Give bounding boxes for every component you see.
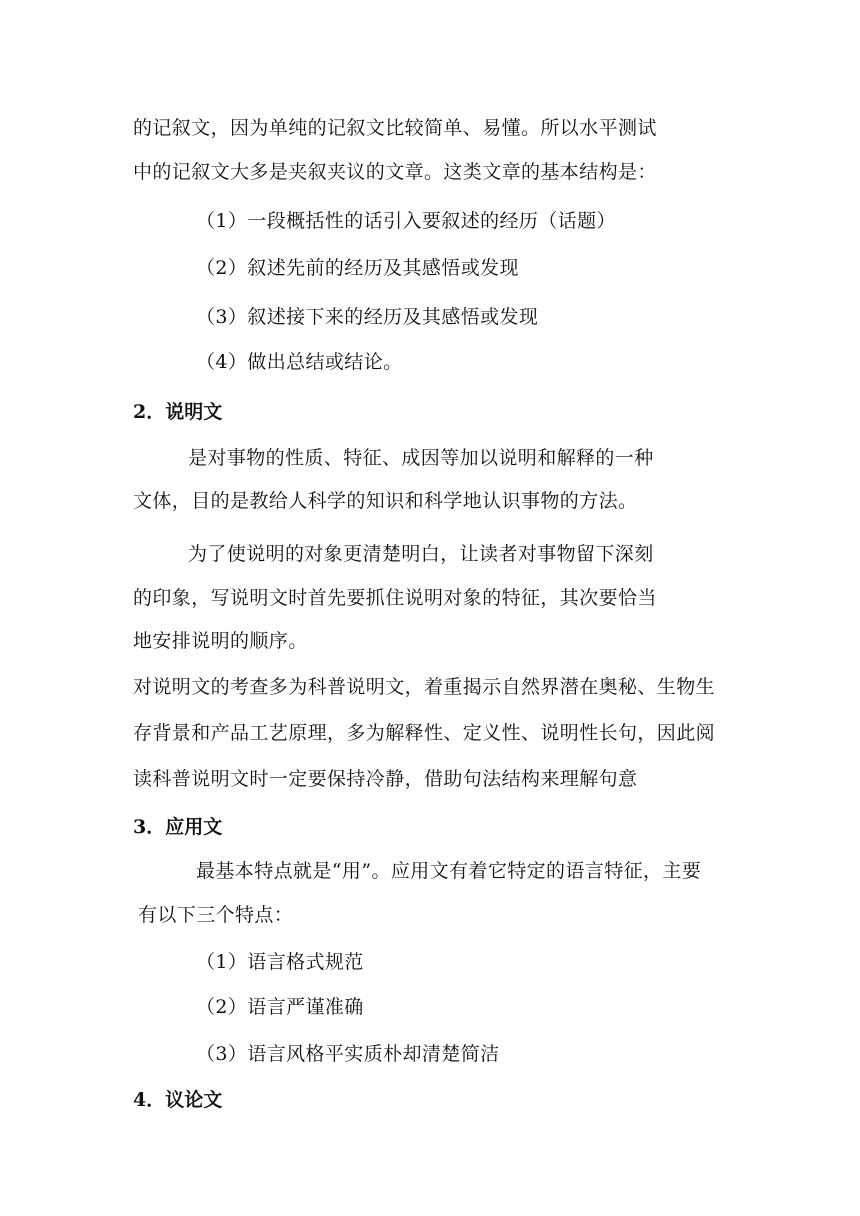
list-item: （3）语言风格平实质朴却清楚简洁: [196, 1043, 500, 1065]
text-line: 对说明文的考查多为科普说明文，着重揭示自然界潜在奥秘、生物生: [133, 676, 716, 698]
text-line: 的印象，写说明文时首先要抓住说明对象的特征，其次要恰当: [133, 587, 657, 609]
section-heading: 4．议论文: [133, 1089, 223, 1111]
text-line: 的记叙文，因为单纯的记叙文比较简单、易懂。所以水平测试: [133, 117, 657, 139]
text-line: 中的记叙文大多是夹叙夹议的文章。这类文章的基本结构是：: [133, 161, 657, 183]
text-line: 有以下三个特点：: [138, 904, 294, 926]
list-item: （1）语言格式规范: [196, 951, 364, 973]
text-line: 最基本特点就是“用”。应用文有着它特定的语言特征，主要: [196, 860, 702, 882]
section-heading: 3．应用文: [133, 816, 223, 838]
text-line: 文体，目的是教给人科学的知识和科学地认识事物的方法。: [133, 490, 638, 512]
section-heading: 2．说明文: [133, 401, 223, 423]
text-line: 地安排说明的顺序。: [133, 630, 308, 652]
list-item: （2）语言严谨准确: [196, 996, 364, 1018]
text-line: 存背景和产品工艺原理，多为解释性、定义性、说明性长句，因此阅: [133, 722, 716, 744]
list-item: （3）叙述接下来的经历及其感悟或发现: [196, 306, 539, 328]
text-line: 是对事物的性质、特征、成因等加以说明和解释的一种: [188, 447, 654, 469]
list-item: （2）叙述先前的经历及其感悟或发现: [196, 257, 519, 279]
text-line: 为了使说明的对象更清楚明白，让读者对事物留下深刻: [188, 543, 654, 565]
list-item: （4）做出总结或结论。: [196, 351, 403, 373]
list-item: （1）一段概括性的话引入要叙述的经历（话题）: [196, 210, 616, 232]
text-line: 读科普说明文时一定要保持冷静，借助句法结构来理解句意: [133, 768, 638, 790]
